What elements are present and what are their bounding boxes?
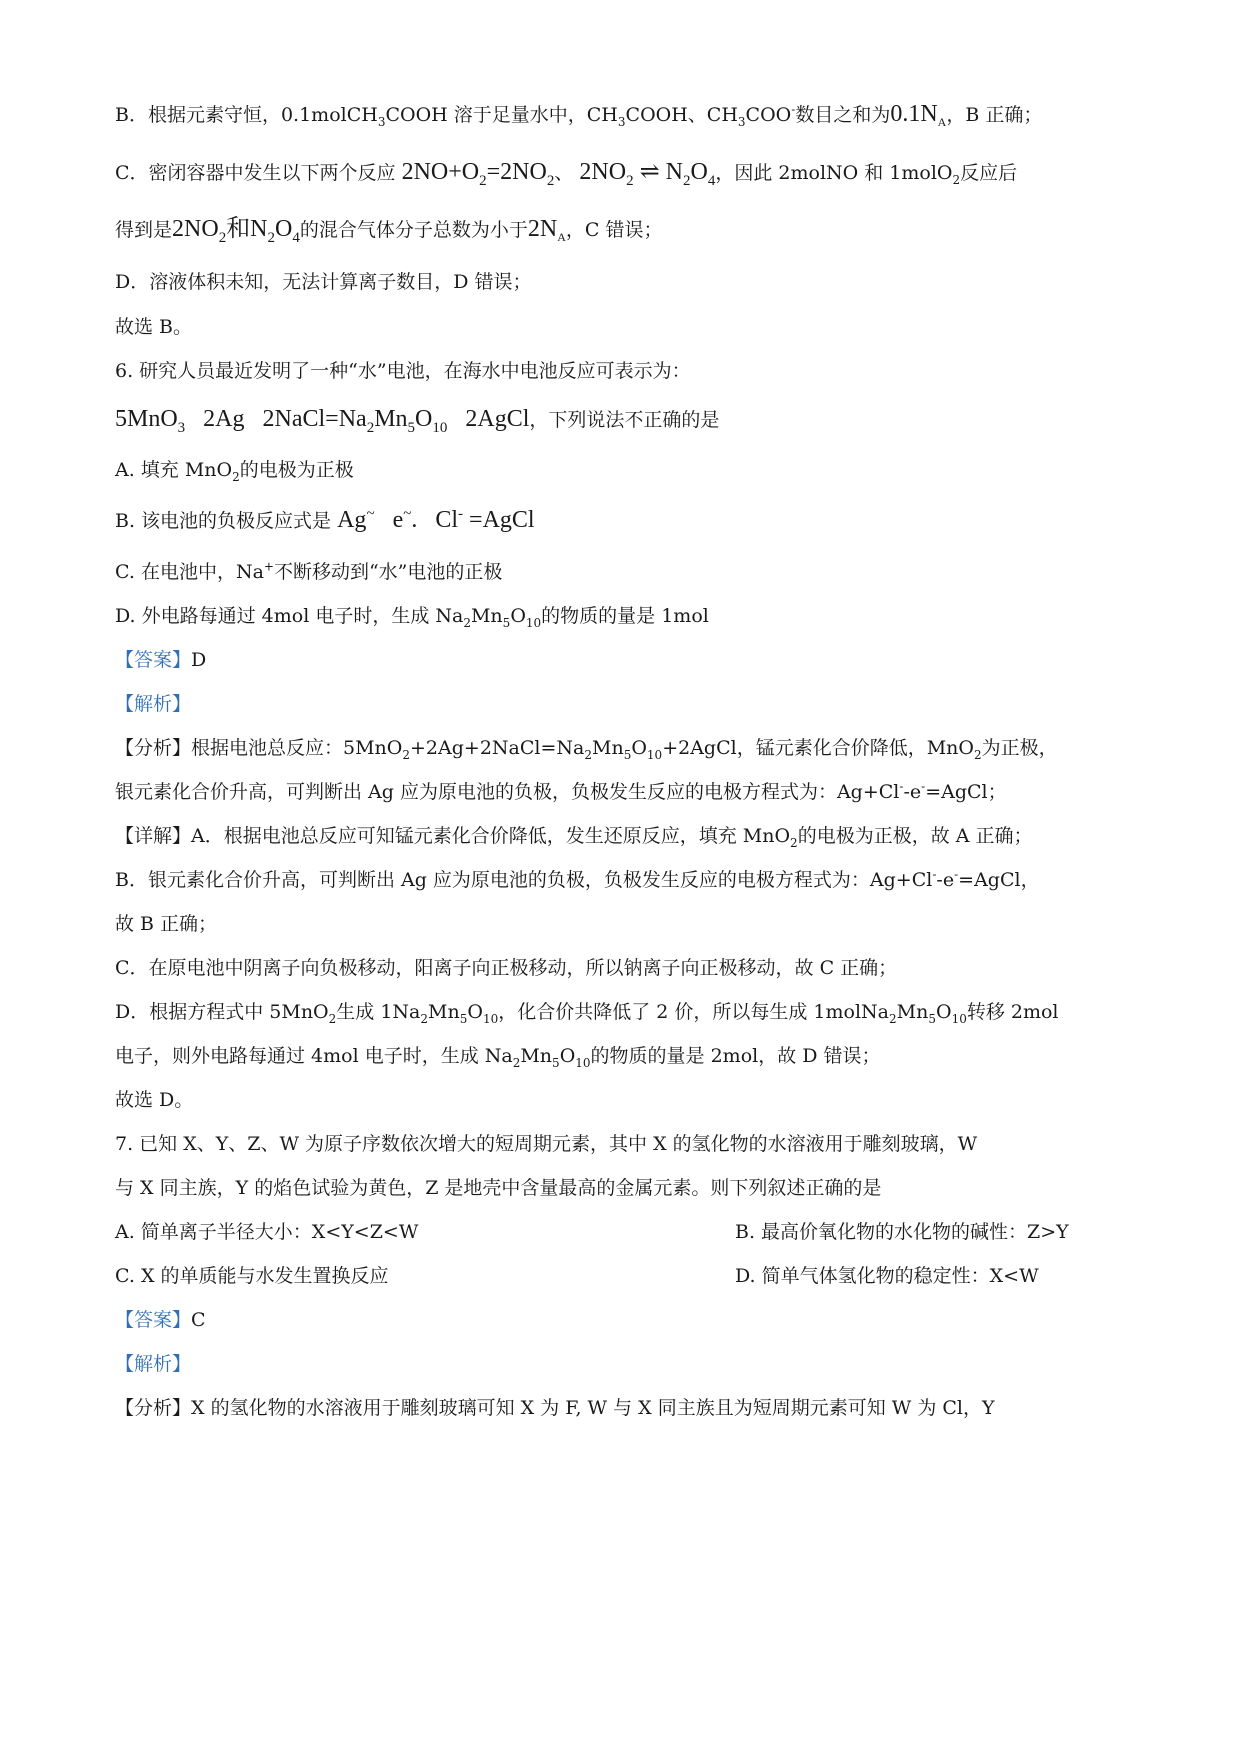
question-7-line-1: 7. 已知 X、Y、Z、W 为原子序数依次增大的短周期元素，其中 X 的氢化物的水溶液用于雕刻玻璃，W (115, 1133, 978, 1155)
xiangjie-6-d-cont: 电子，则外电路每通过 4mol 电子时，生成 $Na_2Mn_5O_{10}$的物质的量是 2mol，故 D 错误； (115, 1045, 881, 1070)
answer-tag: 【答案】 (115, 649, 192, 671)
option-d-explanation: D．溶液体积未知，无法计算离子数目，D 错误； (115, 271, 532, 293)
question-7-option-a: A. 简单离子半径大小：X<Y<Z<W (115, 1221, 419, 1243)
question-6: 6. 研究人员最近发明了一种“水”电池，在海水中电池反应可表示为： (115, 360, 691, 382)
xiangjie-6-c: C．在原电池中阴离子向负极移动，阳离子向正极移动，所以钠离子向正极移动，故 C 正确； (115, 957, 898, 979)
question-6-option-a: A. 填充 MnO$_2$的电极为正极 (115, 459, 354, 484)
conclusion-d: 故选 D。 (115, 1089, 194, 1111)
xiangjie-6-b-cont: 故 B 正确； (115, 913, 218, 935)
question-7-options-cd (115, 1262, 1151, 1290)
xiangjie-6-a: 【详解】A．根据电池总反应可知锰元素化合价降低，发生还原反应，填充 MnO$_2$的电极为正极，故 A 正确； (115, 825, 1033, 850)
xiangjie-6-d: D．根据方程式中 5MnO$_2$生成 $1Na_2Mn_5O_{10}$，化合价共降低了 2 价，所以每生成 $1molNa_2Mn_5O_{10}$转移 2mol (115, 1001, 1059, 1026)
fenxi-6-line-1: 【分析】根据电池总反应：$5MnO_2+2Ag+2NaCl=Na_2Mn_5O_{10}+2AgCl$，锰元素化合价降低，MnO$_2$为正极， (115, 737, 1058, 762)
analysis-tag: 【解析】 (115, 1353, 192, 1375)
option-c-explanation-cont: 得到是$2NO_2$和$N_2O_4$的混合气体分子总数为小于$2N_A$，C 错误； (115, 216, 663, 246)
fenxi-6-line-2: 银元素化合价升高，可判断出 Ag 应为原电池的负极，负极发生反应的电极方程式为：Ag+Cl--e-=AgCl； (115, 779, 1007, 803)
question-7-line-2: 与 X 同主族，Y 的焰色试验为黄色，Z 是地壳中含量最高的金属元素。则下列叙述正确的是 (115, 1177, 882, 1199)
question-7-options-ab (115, 1218, 1151, 1246)
xiangjie-6-b: B．银元素化合价升高，可判断出 Ag 应为原电池的负极，负极发生反应的电极方程式为：Ag+Cl--e-=AgCl， (115, 867, 1040, 891)
question-6-option-b: B. 该电池的负极反应式是 Ag~ e~. Cl- =AgCl (115, 506, 535, 533)
option-c-explanation: C．密闭容器中发生以下两个反应 $2NO+O_2=2NO_2$、 $2NO_2$ ⇌ $N_2O_4$，因此 2molNO 和 1molO$_2$反应后 (115, 159, 1018, 189)
question-7-option-c: C. X 的单质能与水发生置换反应 (115, 1265, 389, 1287)
analysis-tag: 【解析】 (115, 693, 192, 715)
question-7-option-d: D. 简单气体氢化物的稳定性：X<W (735, 1265, 1039, 1287)
question-6-option-d: D. 外电路每通过 4mol 电子时，生成 $Na_2Mn_5O_{10}$的物质的量是 1mol (115, 605, 709, 630)
analysis-7-heading (115, 1350, 1151, 1378)
question-7-option-b: B. 最高价氧化物的水化物的碱性：Z>Y (735, 1221, 1069, 1243)
answer-tag: 【答案】 (115, 1309, 192, 1331)
question-6-option-c: C. 在电池中，Na+不断移动到“水”电池的正极 (115, 559, 503, 583)
fenxi-7: 【分析】X 的氢化物的水溶液用于雕刻玻璃可知 X 为 F, W 与 X 同主族且为短周期元素可知 W 为 Cl，Y (115, 1397, 995, 1419)
answer-7: 【答案】C (115, 1309, 206, 1331)
question-6-equation: 5MnO$_3$ 2Ag $2NaCl=Na_2Mn_5O_{10}$ 2AgCl，下列说法不正确的是 (115, 406, 720, 436)
answer-6: 【答案】D (115, 649, 207, 671)
conclusion-b: 故选 B。 (115, 316, 193, 338)
analysis-6-heading (115, 690, 1151, 718)
option-b-explanation: B．根据元素守恒，0.1molCH$_3$COOH 溶于足量水中，$CH_3COOH$、$CH_3COO^-$数目之和为$0.1N_A$，B 正确； (115, 101, 1043, 129)
